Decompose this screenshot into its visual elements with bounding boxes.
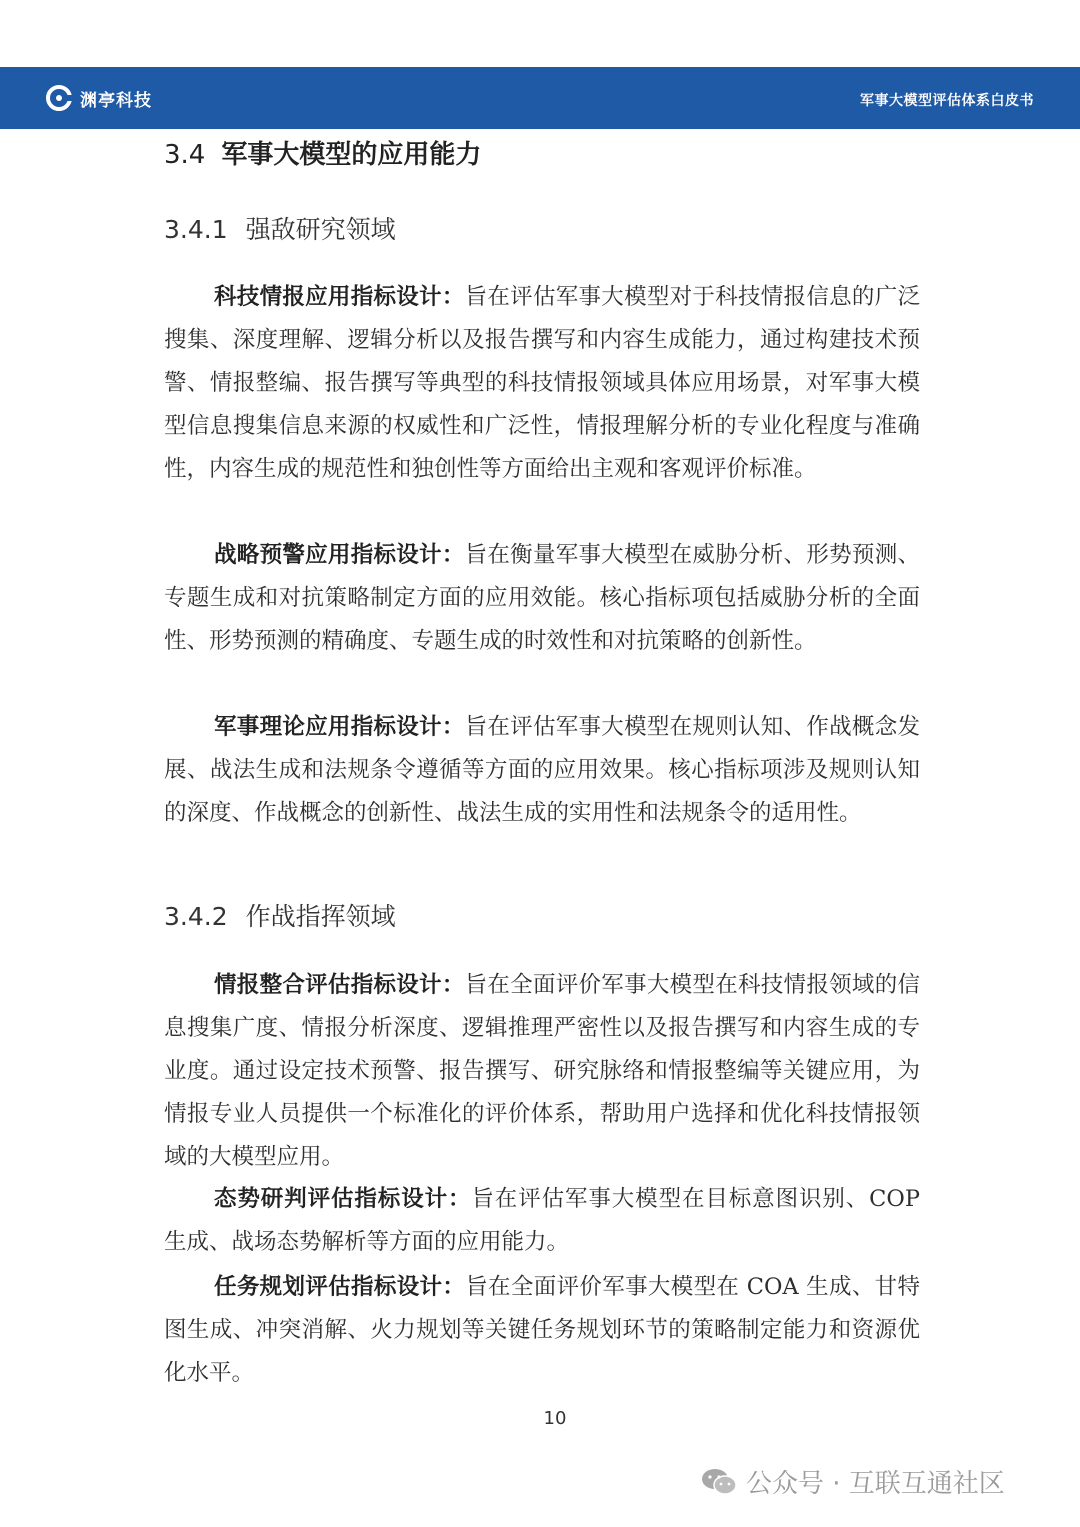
subsection-number: 3.4.2 — [164, 902, 228, 931]
paragraph-text: 旨在全面评价军事大模型在 COA 生成、甘特图生成、冲突消解、火力规划等关键任务规划环节的策略制定能力和资源优化水平。 — [164, 1274, 920, 1386]
paragraph — [164, 1178, 920, 1264]
section-heading — [164, 134, 481, 171]
paragraph — [164, 1266, 920, 1395]
paragraph-text: 旨在全面评价军事大模型在科技情报领域的信息搜集广度、情报分析深度、逻辑推理严密性以及报告撰写和内容生成的专业度。通过设定技术预警、报告撰写、研究脉络和情报整编等关键应用，为情报专业人员提供一个标准化的评价体系，帮助用户选择和优化科技情报领域的大模型应用。 — [164, 972, 920, 1170]
paragraph-text: 旨在衡量军事大模型在威胁分析、形势预测、专题生成和对抗策略制定方面的应用效能。核心指标项包括威胁分析的全面性、形势预测的精确度、专题生成的时效性和对抗策略的创新性。 — [164, 542, 920, 654]
paragraph — [164, 964, 920, 1179]
wechat-icon — [700, 1467, 738, 1497]
c-logo-icon — [46, 85, 72, 111]
section-number: 3.4 — [164, 140, 206, 170]
subsection-heading — [164, 210, 396, 246]
watermark — [700, 1463, 1005, 1500]
paragraph-lead: 情报整合评估指标设计： — [214, 972, 465, 998]
subsection-heading — [164, 897, 396, 933]
paragraph — [164, 276, 920, 491]
brand-logo — [46, 85, 152, 111]
paragraph-lead: 任务规划评估指标设计： — [214, 1274, 466, 1300]
watermark-text: 公众号 · 互联互通社区 — [746, 1469, 1005, 1499]
paragraph — [164, 706, 920, 835]
section-title: 军事大模型的应用能力 — [221, 140, 482, 170]
paragraph-lead: 战略预警应用指标设计： — [214, 542, 465, 568]
paragraph-text: 旨在评估军事大模型在规则认知、作战概念发展、战法生成和法规条令遵循等方面的应用效果。核心指标项涉及规则认知的深度、作战概念的创新性、战法生成的实用性和法规条令的适用性。 — [164, 714, 920, 826]
paragraph-text: 旨在评估军事大模型对于科技情报信息的广泛搜集、深度理解、逻辑分析以及报告撰写和内容生成能力，通过构建技术预警、情报整编、报告撰写等典型的科技情报领域具体应用场景，对军事大模型信息搜集信息来源的权威性和广泛性，情报理解分析的专业化程度与准确性，内容生成的规范性和独创性等方面给出主观和客观评价标准。 — [164, 284, 920, 482]
paragraph-lead: 科技情报应用指标设计： — [214, 284, 465, 310]
page-number: 10 — [543, 1408, 567, 1429]
subsection-title: 强敌研究领域 — [245, 215, 396, 244]
paragraph — [164, 534, 920, 663]
paragraph-lead: 军事理论应用指标设计： — [214, 714, 465, 740]
paragraph-lead: 态势研判评估指标设计： — [214, 1186, 472, 1212]
document-title: 军事大模型评估体系白皮书 — [860, 93, 1034, 109]
subsection-title: 作战指挥领域 — [245, 902, 396, 931]
brand-name: 渊亭科技 — [80, 90, 152, 111]
paragraph-text: 旨在评估军事大模型在目标意图识别、COP 生成、战场态势解析等方面的应用能力。 — [164, 1186, 920, 1255]
page-header — [0, 67, 1080, 129]
subsection-number: 3.4.1 — [164, 215, 228, 244]
